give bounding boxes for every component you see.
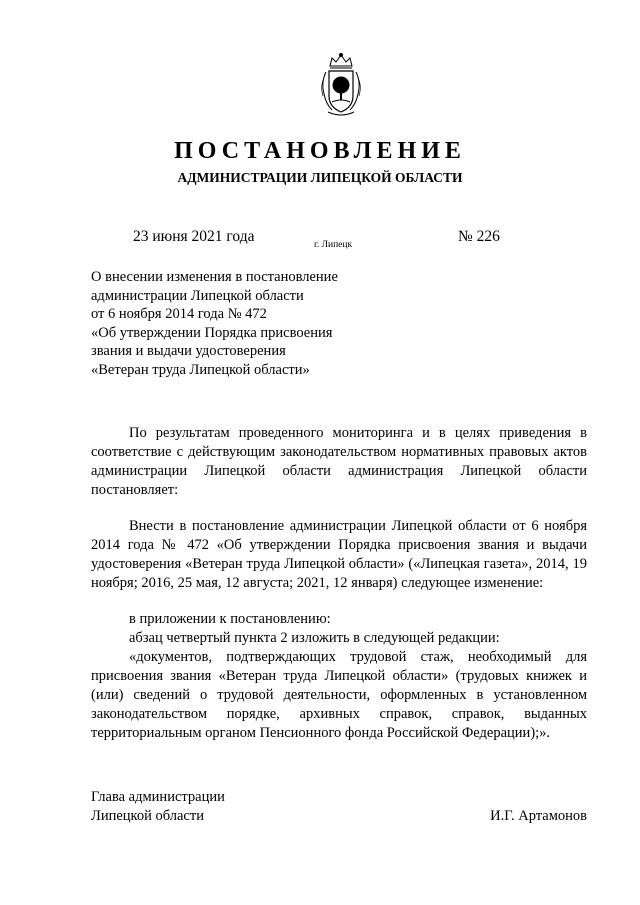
signatory-position-line: Липецкой области — [91, 808, 204, 824]
subject-line: от 6 ноября 2014 года № 472 — [91, 306, 267, 322]
subject-line: администрации Липецкой области — [91, 287, 304, 304]
document-body — [91, 424, 587, 743]
document-city: г. Липецк — [314, 240, 353, 250]
subject-line: «Ветеран труда Липецкой области» — [91, 361, 310, 378]
item-paragraph: абзац четвертый пункта 2 изложить в следующей редакции: — [129, 630, 500, 646]
document-type-title: ПОСТАНОВЛЕНИЕ — [174, 138, 466, 164]
signatory-name: И.Г. Артамонов — [490, 808, 587, 824]
item-paragraph: в приложении к постановлению: — [129, 611, 331, 627]
document-number: № 226 — [458, 228, 500, 245]
signatory-position — [91, 788, 225, 826]
main-paragraph: Внести в постановление администрации Липецкой области от 6 ноября 2014 года № 472 «Об утверждении Порядка присвоения звания и выдачи удостоверения «Ветеран труда Липецкой области» («Липецкая газета», 2014, 19 ноября; 2016, 25 мая, 12 августа; 2021, 12 января) следующее изменение: — [91, 518, 587, 591]
issuer-heading: АДМИНИСТРАЦИИ ЛИПЕЦКОЙ ОБЛАСТИ — [177, 170, 463, 185]
subject-line: звания и выдачи удостоверения — [91, 343, 286, 359]
quoted-paragraph: «документов, подтверждающих трудовой стаж, необходимый для присвоения звания «Ветеран труда Липецкой области» (трудовых книжек и (или) сведений о трудовой деятельности, оформленных в установленном законодательством порядке, архивных справок, справок, выданных территориальным органом Пенсионного фонда Российской Федерации);». — [91, 649, 587, 741]
preamble-paragraph: По результатам проведенного мониторинга и в целях приведения в соответствие с действующим законодательством нормативных правовых актов администрации Липецкой области администрация Липецкой области постановляет: — [91, 425, 587, 498]
subject-line: «Об утверждении Порядка присвоения — [91, 324, 333, 341]
document-date: 23 июня 2021 года — [133, 228, 255, 245]
signatory-position-line: Глава администрации — [91, 789, 225, 805]
coat-of-arms-lipetsk-icon — [318, 52, 364, 118]
document-subject — [91, 268, 391, 379]
subject-line: О внесении изменения в постановление — [91, 269, 338, 285]
